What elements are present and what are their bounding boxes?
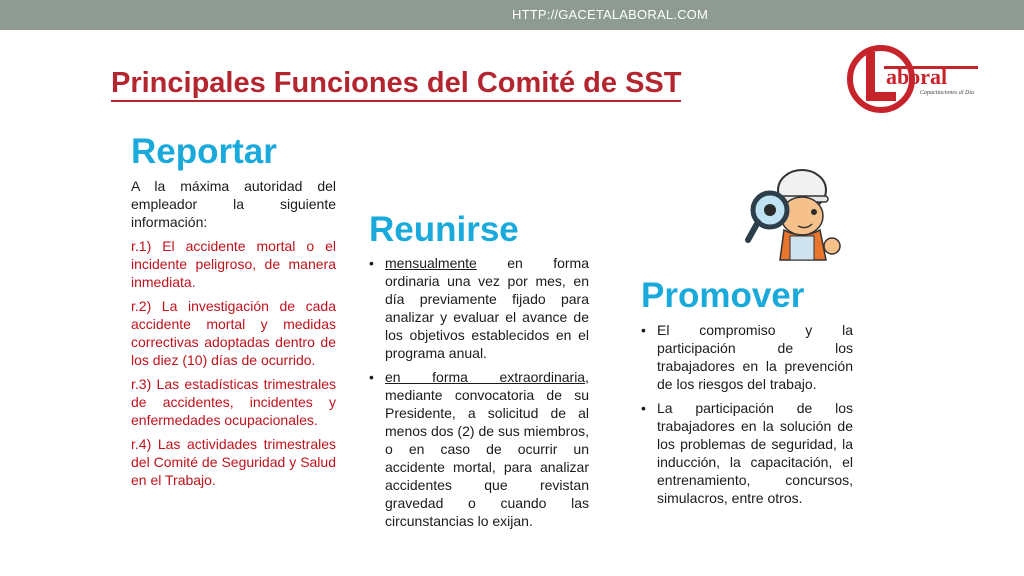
promover-heading: Promover: [641, 276, 805, 315]
promover-item-text: La participación de los trabajadores en la solución de los problemas de seguridad, la inducción, la capacitación, el entrenamiento, concursos, simulacros, entre otros.: [657, 400, 853, 506]
laboral-logo: [846, 44, 980, 114]
reportar-body: [131, 177, 336, 495]
reportar-item: r.2) La investigación de cada accidente mortal y medidas correctivas adoptadas dentro de los diez (10) días de ocurrido.: [131, 298, 336, 368]
site-url[interactable]: HTTP://GACETALABORAL.COM: [512, 7, 708, 22]
reunirse-item: • en forma extraordinaria, mediante convocatoria de su Presidente, a solicitud de al menos dos (2) de sus miembros, o en caso de ocurrir un accidente mortal, para analizar accidentes que revistan gravedad o cuando las circunstancias lo exijan.: [369, 369, 589, 529]
reunirse-item: • mensualmente en forma ordinaria una vez por mes, en día previamente fijado para analizar y evaluar el avance de los objetivos establecidos en el programa anual.: [369, 255, 589, 361]
reunirse-item-lead: en forma extraordinaria,: [385, 369, 589, 385]
reunirse-heading: Reunirse: [369, 210, 519, 249]
top-bar: [0, 0, 1024, 30]
reportar-intro: A la máxima autoridad del empleador la siguiente información:: [131, 178, 336, 230]
inspector-mascot-image: [740, 160, 850, 272]
reunirse-item-text: en forma ordinaria una vez por mes, en día previamente fijado para analizar y evaluar el avance de los objetivos establecidos en el programa anual.: [385, 255, 589, 361]
reportar-item: r.1) El accidente mortal o el incidente peligroso, de manera inmediata.: [131, 238, 336, 290]
promover-item: • La participación de los trabajadores en la solución de los problemas de seguridad, la inducción, la capacitación, el entrenamiento, concursos, simulacros, entre otros.: [641, 400, 853, 506]
promover-item: • El compromiso y la participación de los trabajadores en la prevención de los riesgos del trabajo.: [641, 322, 853, 392]
logo-tagline: Capacitaciones al Día: [920, 90, 974, 96]
promover-item-text: El compromiso y la participación de los trabajadores en la prevención de los riesgos del trabajo.: [657, 322, 853, 392]
reunirse-item-text: mediante convocatoria de su Presidente, a solicitud de al menos dos (2) de sus miembros, o en caso de ocurrir un accidente mortal, para analizar accidentes que revistan gravedad o cuando las circunstancias lo exijan.: [385, 387, 589, 529]
reportar-heading: Reportar: [131, 132, 277, 171]
logo-name: aboral: [886, 64, 948, 89]
reunirse-body: [369, 254, 589, 536]
page-title: Principales Funciones del Comité de SST: [111, 66, 681, 102]
reportar-item: r.3) Las estadísticas trimestrales de accidentes, incidentes y enfermedades ocupacionales.: [131, 376, 336, 428]
reunirse-item-lead: mensualmente: [385, 255, 477, 271]
reportar-item: r.4) Las actividades trimestrales del Comité de Seguridad y Salud en el Trabajo.: [131, 436, 336, 488]
promover-body: [641, 321, 853, 513]
